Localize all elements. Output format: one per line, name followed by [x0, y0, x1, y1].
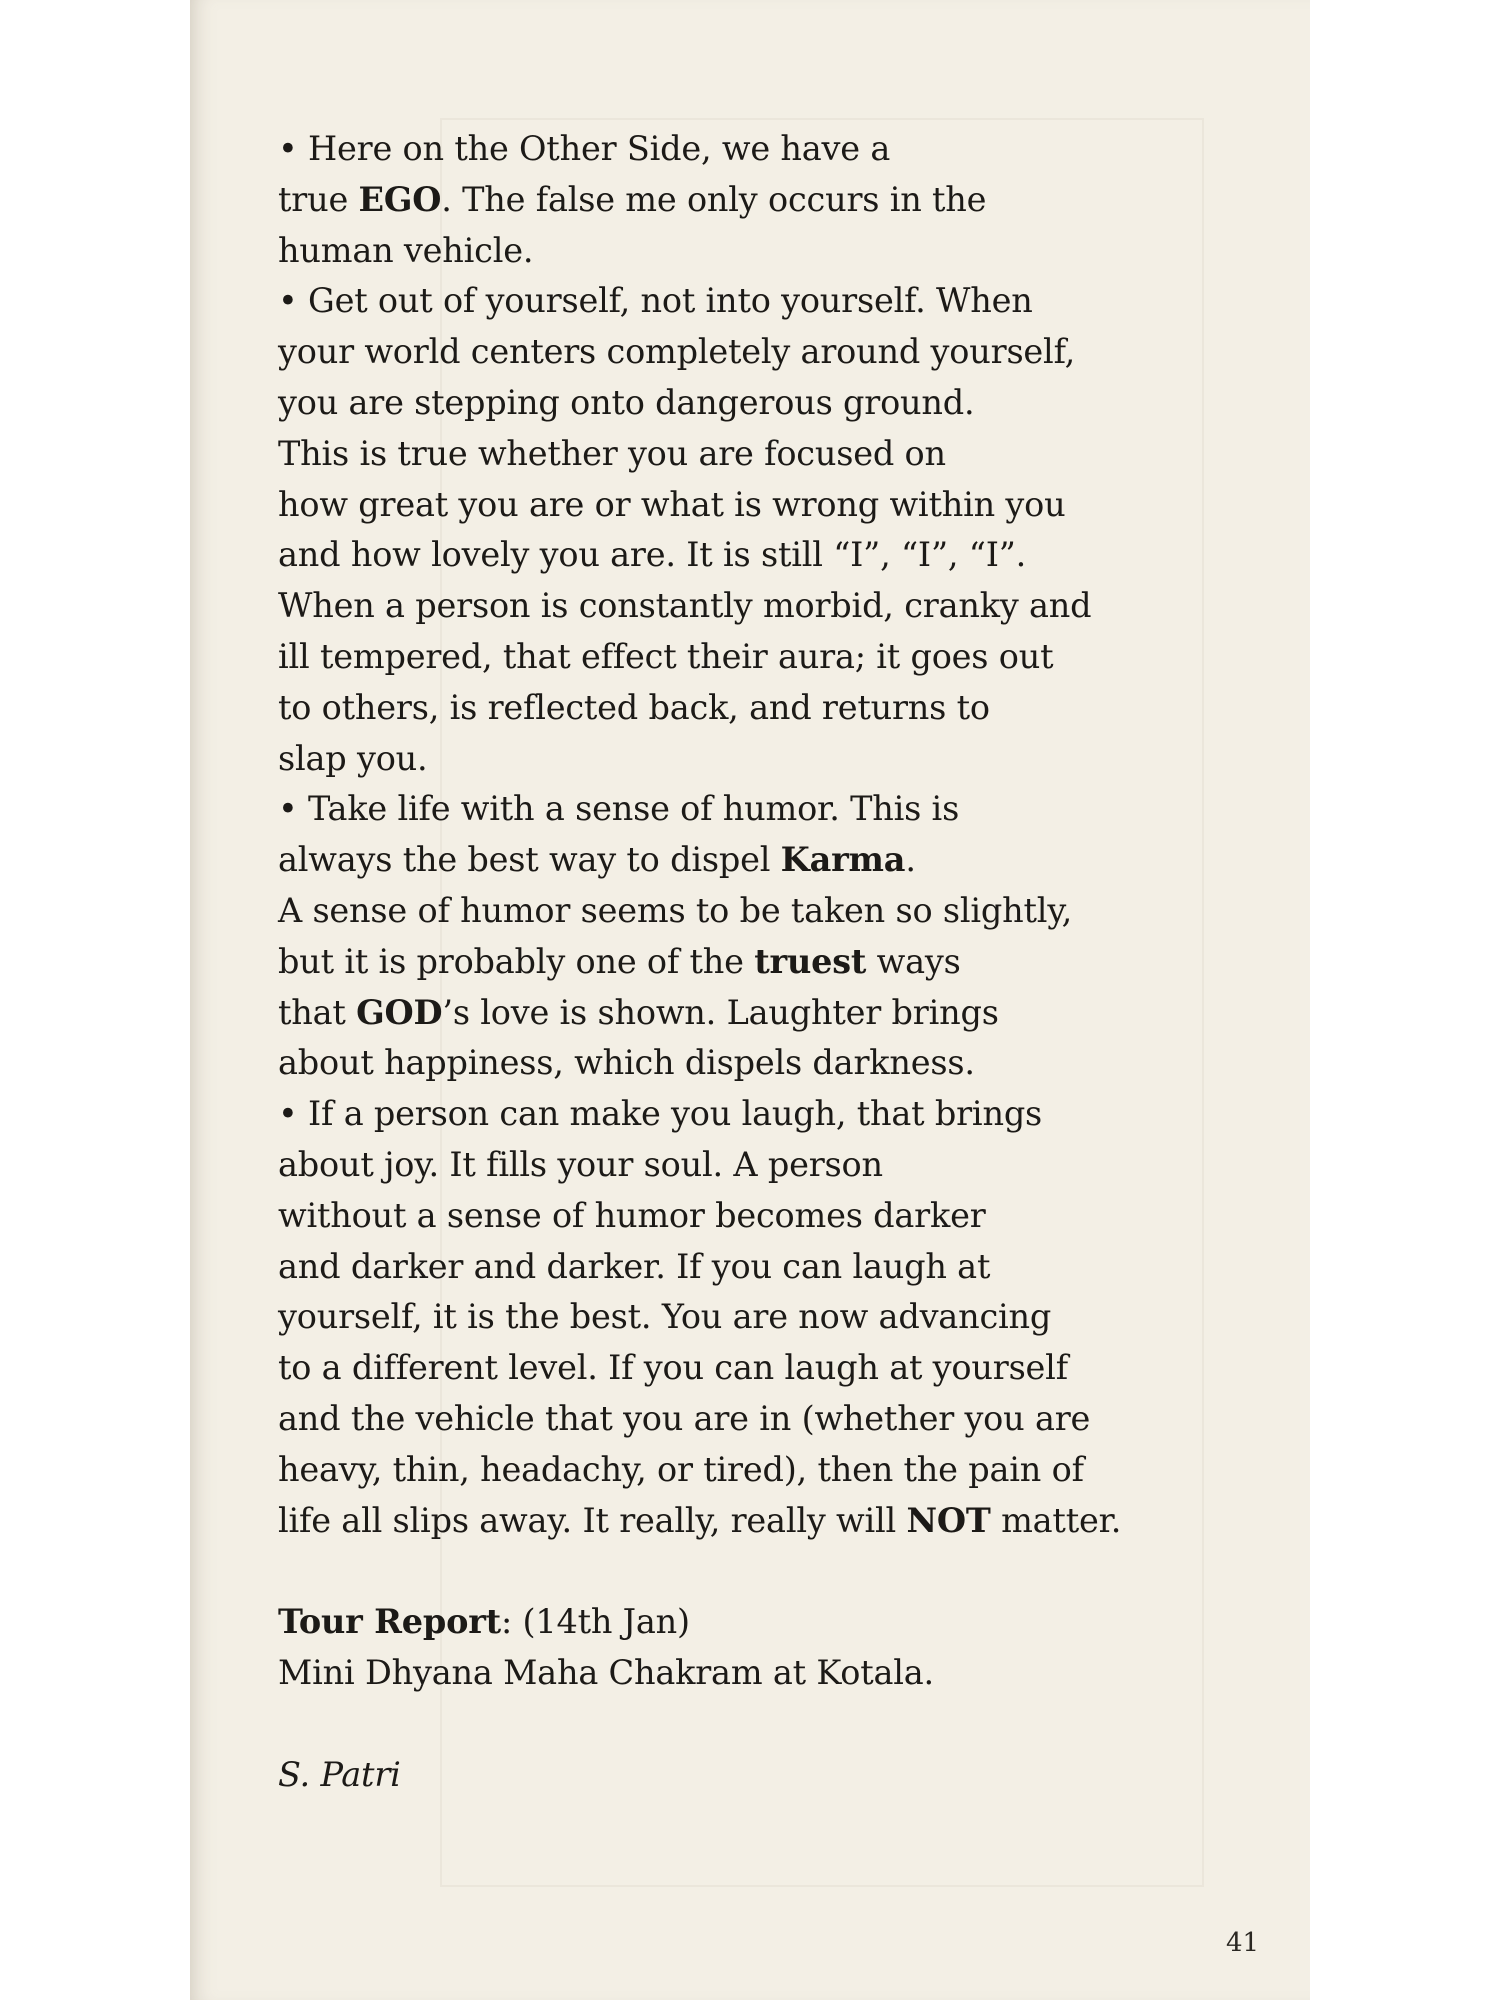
text-line: yourself, it is the best. You are now advancing [278, 1297, 1052, 1337]
signature: S. Patri [278, 1754, 401, 1794]
paragraph-gap [278, 1546, 1138, 1597]
tour-report-heading: Tour Report: (14th Jan) [278, 1602, 690, 1642]
text-line: • Here on the Other Side, we have a [278, 129, 891, 168]
text-line: • If a person can make you laugh, that brings [278, 1094, 1043, 1134]
text-line: about happiness, which dispels darkness. [278, 1043, 975, 1083]
text-line: how great you are or what is wrong within you [278, 484, 1066, 524]
page-number: 41 [1226, 1928, 1260, 1958]
text-line: human vehicle. [278, 230, 534, 270]
text-line: and the vehicle that you are in (whether you are [278, 1398, 1091, 1438]
text-line: • Take life with a sense of humor. This is [278, 789, 960, 829]
text-line: A sense of humor seems to be taken so slightly, [278, 890, 1073, 930]
text-line: • Get out of yourself, not into yourself. When [278, 281, 1033, 321]
text-line: you are stepping onto dangerous ground. [278, 382, 975, 422]
text-line: This is true whether you are focused on [278, 433, 946, 473]
text-line: true EGO. The false me only occurs in the [278, 179, 987, 219]
text-line: that GOD’s love is shown. Laughter brings [278, 992, 999, 1032]
text-line: but it is probably one of the truest ways [278, 941, 961, 981]
emphasis: NOT [906, 1500, 991, 1540]
text-line: without a sense of humor becomes darker [278, 1195, 986, 1235]
emphasis: EGO [358, 179, 442, 219]
text-line: to others, is reflected back, and returns to [278, 687, 990, 727]
emphasis: truest [754, 941, 867, 981]
tour-report-label: Tour Report [278, 1602, 501, 1642]
text-line: and how lovely you are. It is still “I”, “I”, “I”. [278, 535, 1027, 575]
text-line: to a different level. If you can laugh at yourself [278, 1348, 1068, 1388]
paragraph-gap [278, 1699, 1138, 1750]
emphasis: GOD [356, 992, 443, 1032]
emphasis: Karma [780, 840, 906, 880]
tour-report-detail: Mini Dhyana Maha Chakram at Kotala. [278, 1652, 934, 1692]
text-line: about joy. It fills your soul. A person [278, 1144, 883, 1184]
text-line: life all slips away. It really, really will NOT matter. [278, 1500, 1122, 1540]
text-line: When a person is constantly morbid, cranky and [278, 586, 1092, 626]
text-line: always the best way to dispel Karma. [278, 840, 916, 880]
text-line: slap you. [278, 738, 428, 778]
tour-report-date: (14th Jan) [512, 1602, 690, 1642]
body-text [278, 124, 1138, 1800]
text-line: your world centers completely around yourself, [278, 332, 1076, 372]
text-line: and darker and darker. If you can laugh at [278, 1246, 991, 1286]
text-line: ill tempered, that effect their aura; it goes out [278, 636, 1054, 676]
text-line: heavy, thin, headachy, or tired), then the pain of [278, 1449, 1084, 1489]
